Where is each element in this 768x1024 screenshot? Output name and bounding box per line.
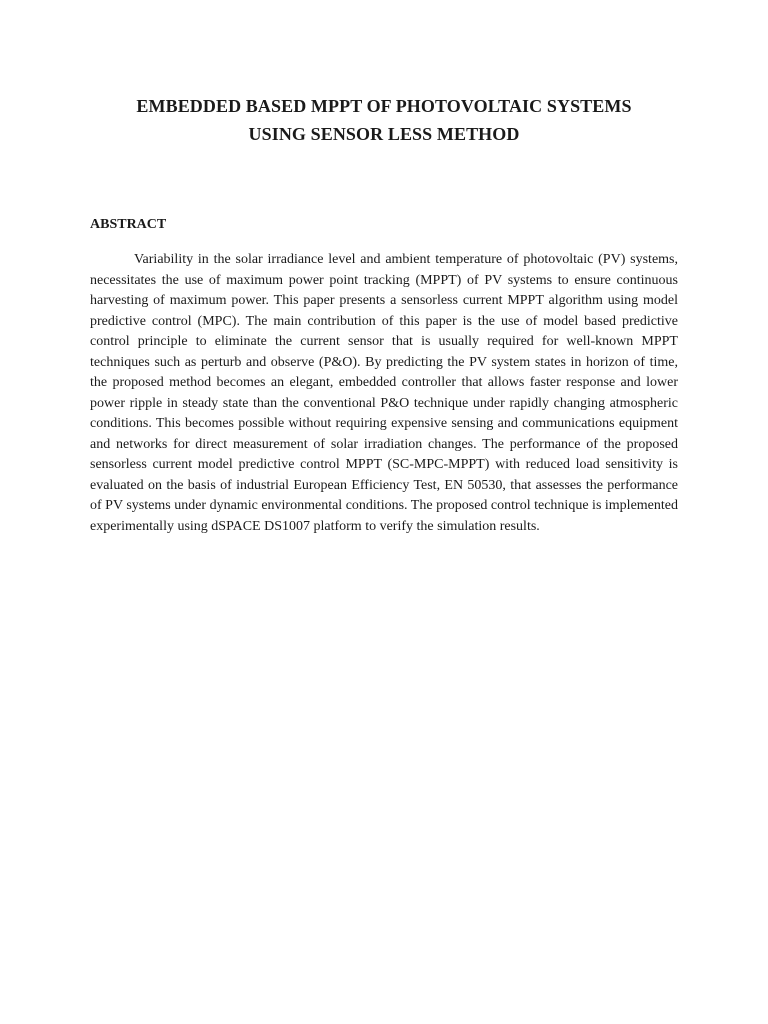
title-line-1: EMBEDDED BASED MPPT OF PHOTOVOLTAIC SYSTEMS bbox=[136, 96, 632, 116]
document-title bbox=[90, 92, 678, 148]
title-line-2: USING SENSOR LESS METHOD bbox=[248, 124, 520, 144]
abstract-paragraph: Variability in the solar irradiance level and ambient temperature of photovoltaic (PV) systems, necessitates the use of maximum power point tracking (MPPT) of PV systems to ensure continuous harvesting of maximum power. This paper presents a sensorless current MPPT algorithm using model predictive control (MPC). The main contribution of this paper is the use of model based predictive control principle to eliminate the current sensor that is usually required for well-known MPPT techniques such as perturb and observe (P&O). By predicting the PV system states in horizon of time, the proposed method becomes an elegant, embedded controller that allows faster response and lower power ripple in steady state than the conventional P&O technique under rapidly changing atmospheric conditions. This becomes possible without requiring expensive sensing and communications equipment and networks for direct measurement of solar irradiation changes. The performance of the proposed sensorless current model predictive control MPPT (SC-MPC-MPPT) with reduced load sensitivity is evaluated on the basis of industrial European Efficiency Test, EN 50530, that assesses the performance of PV systems under dynamic environmental conditions. The proposed control technique is implemented experimentally using dSPACE DS1007 platform to verify the simulation results. bbox=[90, 252, 678, 534]
document-page bbox=[90, 92, 678, 537]
abstract-heading: ABSTRACT bbox=[90, 217, 167, 232]
